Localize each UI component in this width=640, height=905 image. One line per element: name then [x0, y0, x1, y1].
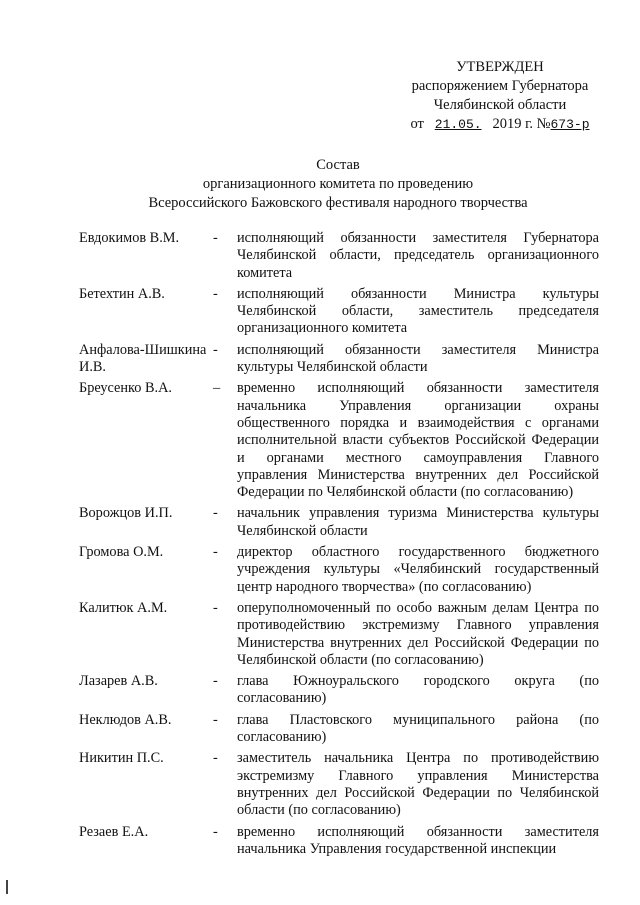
list-item: [79, 505, 599, 540]
members-list: [79, 230, 599, 862]
member-role: глава Пластовского муниципального района (по согласованию): [237, 711, 599, 746]
member-name: Резаев Е.А.: [79, 823, 149, 840]
member-name: Калитюк А.М.: [79, 599, 168, 616]
approval-date: 21.05.: [434, 117, 482, 132]
scan-mark: [6, 880, 8, 894]
member-role: заместитель начальника Центра по противодействию экстремизму Главного управления Министерства внутренних дел Российской Федерации по Челябинской области (по согласованию): [237, 750, 599, 819]
member-role: временно исполняющий обязанности заместителя начальника Управления организации охраны общественного порядка и взаимодействия с органами исполнительной власти субъектов Российской Федерации и органами местного самоуправления Главного управления Министерства внутренних дел Российской Федерации по Челябинской области (по согласованию): [237, 380, 599, 501]
member-name: Бреусенко В.А.: [79, 380, 172, 397]
approval-number: 673-р: [550, 117, 590, 132]
approval-line-1: распоряжением Губернатора: [411, 78, 589, 94]
member-role: начальник управления туризма Министерства культуры Челябинской области: [237, 505, 599, 539]
title-line-2: организационного комитета по проведению: [202, 176, 474, 192]
member-dash: -: [213, 823, 218, 840]
member-role: оперуполномоченный по особо важным делам Центра по противодействию экстремизму Главного управления Министерства внутренних дел Российской Федерации по Челябинской области (по согласованию): [237, 599, 599, 668]
member-name: Анфалова-Шишкина И.В.: [79, 341, 207, 376]
list-item: [79, 824, 599, 859]
member-dash: -: [213, 341, 218, 358]
list-item: [79, 712, 599, 747]
member-role: исполняющий обязанности Министра культуры Челябинской области, заместитель председателя организационного комитета: [237, 285, 599, 337]
member-dash: -: [213, 230, 218, 246]
list-item: [79, 380, 599, 501]
member-dash: -: [213, 599, 218, 616]
member-role: глава Южноуральского городского округа (по согласованию): [237, 673, 599, 707]
member-dash: -: [213, 711, 218, 728]
member-name: Евдокимов В.М.: [79, 230, 180, 246]
member-name: Никитин П.С.: [79, 750, 164, 767]
member-name: Громова О.М.: [79, 544, 164, 561]
member-dash: -: [213, 544, 218, 561]
member-role: исполняющий обязанности заместителя Министра культуры Челябинской области: [237, 341, 599, 376]
member-dash: -: [213, 505, 218, 522]
approval-heading: УТВЕРЖДЕН: [456, 59, 544, 75]
document-title: [60, 156, 616, 213]
list-item: [79, 230, 599, 282]
title-line-3: Всероссийского Бажовского фестиваля народного творчества: [148, 195, 528, 211]
member-dash: -: [213, 673, 218, 690]
approval-block: [400, 58, 600, 134]
member-role: временно исполняющий обязанности заместителя начальника Управления государственной инспекции: [237, 823, 599, 857]
title-line-1: Состав: [316, 157, 360, 173]
member-dash: –: [213, 380, 221, 397]
list-item: [79, 286, 599, 338]
member-name: Лазарев А.В.: [79, 673, 158, 690]
approval-date-line: [400, 115, 600, 134]
member-role: директор областного государственного бюджетного учреждения культуры «Челябинский государственный центр народного творчества» (по согласованию): [237, 544, 599, 595]
member-role: исполняющий обязанности заместителя Губернатора Челябинской области, председатель организационного комитета: [237, 230, 599, 281]
approval-line-2: Челябинской области: [433, 97, 567, 113]
member-dash: -: [213, 750, 218, 767]
list-item: [79, 673, 599, 708]
list-item: [79, 600, 599, 669]
member-name: Бетехтин А.В.: [79, 285, 165, 302]
member-name: Ворожцов И.П.: [79, 505, 173, 522]
list-item: [79, 544, 599, 596]
member-dash: -: [213, 285, 218, 302]
date-prefix: от: [410, 116, 424, 132]
member-name: Неклюдов А.В.: [79, 711, 172, 728]
list-item: [79, 342, 599, 377]
list-item: [79, 750, 599, 819]
approval-year: 2019 г. №: [492, 116, 551, 132]
